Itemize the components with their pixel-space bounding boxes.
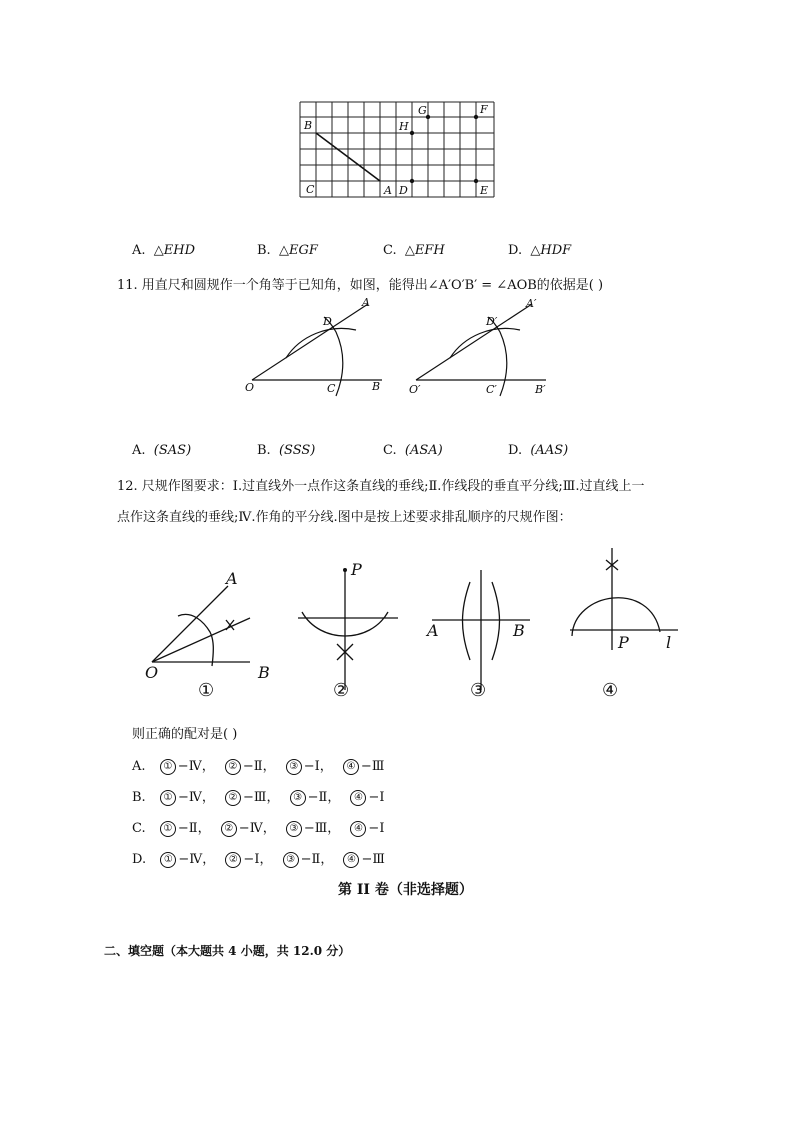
- q12-f4-label-l: l: [666, 633, 672, 652]
- q12-option-b: B. ① −Ⅳ， ② −Ⅲ， ③ −Ⅱ， ④ −Ⅰ: [132, 790, 385, 805]
- q11-left-O: O: [245, 381, 255, 394]
- q12-option-d: D. ① −Ⅳ， ② −Ⅰ， ③ −Ⅱ， ④ −Ⅲ: [132, 852, 385, 867]
- q11-left-B: B: [372, 380, 381, 393]
- q12-fig-number-3: ③: [470, 680, 487, 701]
- q11-right-O: O′: [409, 383, 421, 396]
- q12-f3-label-B: B: [513, 621, 525, 640]
- label-H: H: [399, 120, 409, 133]
- q11-left-A: A: [362, 296, 370, 309]
- q11-right-A: A′: [526, 297, 537, 310]
- label-G: G: [418, 104, 427, 117]
- q12-f2-label-P: P: [351, 560, 362, 579]
- q11-option-a: A. (SAS): [132, 443, 192, 458]
- q12-f4-label-P: P: [618, 633, 629, 652]
- q12-stem-line1: 12. 尺规作图要求：Ⅰ.过直线外一点作这条直线的垂线;Ⅱ.作线段的垂直平分线;Ⅲ.过直线上一: [117, 479, 645, 494]
- q11-figure: [240, 292, 560, 410]
- q10-option-c: C. △EFH: [383, 243, 445, 258]
- q10-option-a: A. △EHD: [132, 243, 196, 258]
- grid-figure: [298, 100, 498, 200]
- q10-option-b: B. △EGF: [257, 243, 318, 258]
- q10-option-d: D. △HDF: [508, 243, 572, 258]
- label-E: E: [480, 184, 489, 197]
- q12-f1-label-A: A: [226, 569, 238, 588]
- label-D: D: [399, 184, 408, 197]
- q12-question: 则正确的配对是( ): [132, 727, 238, 742]
- q12-f1-label-B: B: [258, 663, 270, 682]
- q12-option-a: A. ① −Ⅳ， ② −Ⅱ， ③ −Ⅰ， ④ −Ⅲ: [132, 759, 385, 774]
- q12-f1-label-O: O: [145, 663, 159, 682]
- q12-f3-label-A: A: [427, 621, 439, 640]
- q11-right-B: B′: [535, 383, 546, 396]
- q11-option-d: D. (AAS): [508, 443, 569, 458]
- q12-fig-number-4: ④: [602, 680, 619, 701]
- label-B: B: [304, 119, 313, 132]
- q12-option-c: C. ① −Ⅱ， ② −Ⅳ， ③ −Ⅲ， ④ −Ⅰ: [132, 821, 385, 836]
- q11-stem: 11. 用直尺和圆规作一个角等于已知角，如图，能得出∠A′O′B′ = ∠AOB的依据是( ): [117, 278, 604, 293]
- q11-left-D: D: [323, 315, 332, 328]
- q11-option-b: B. (SSS): [257, 443, 316, 458]
- q12-fig-number-2: ②: [333, 680, 350, 701]
- section2-title: 二、填空题（本大题共 4 小题，共 12.0 分）: [104, 944, 351, 958]
- q11-option-c: C. (ASA): [383, 443, 443, 458]
- q11-left-C: C: [327, 382, 336, 395]
- q12-fig-number-1: ①: [198, 680, 215, 701]
- label-A: A: [384, 184, 392, 197]
- q11-right-C: C′: [486, 383, 497, 396]
- label-F: F: [480, 103, 488, 116]
- label-C: C: [306, 183, 315, 196]
- part2-title: 第 II 卷（非选择题）: [338, 882, 473, 898]
- q12-figures: [130, 540, 690, 705]
- q12-stem-line2: 点作这条直线的垂线;Ⅳ.作角的平分线.图中是按上述要求排乱顺序的尺规作图：: [117, 510, 572, 525]
- q11-right-D: D′: [486, 315, 498, 328]
